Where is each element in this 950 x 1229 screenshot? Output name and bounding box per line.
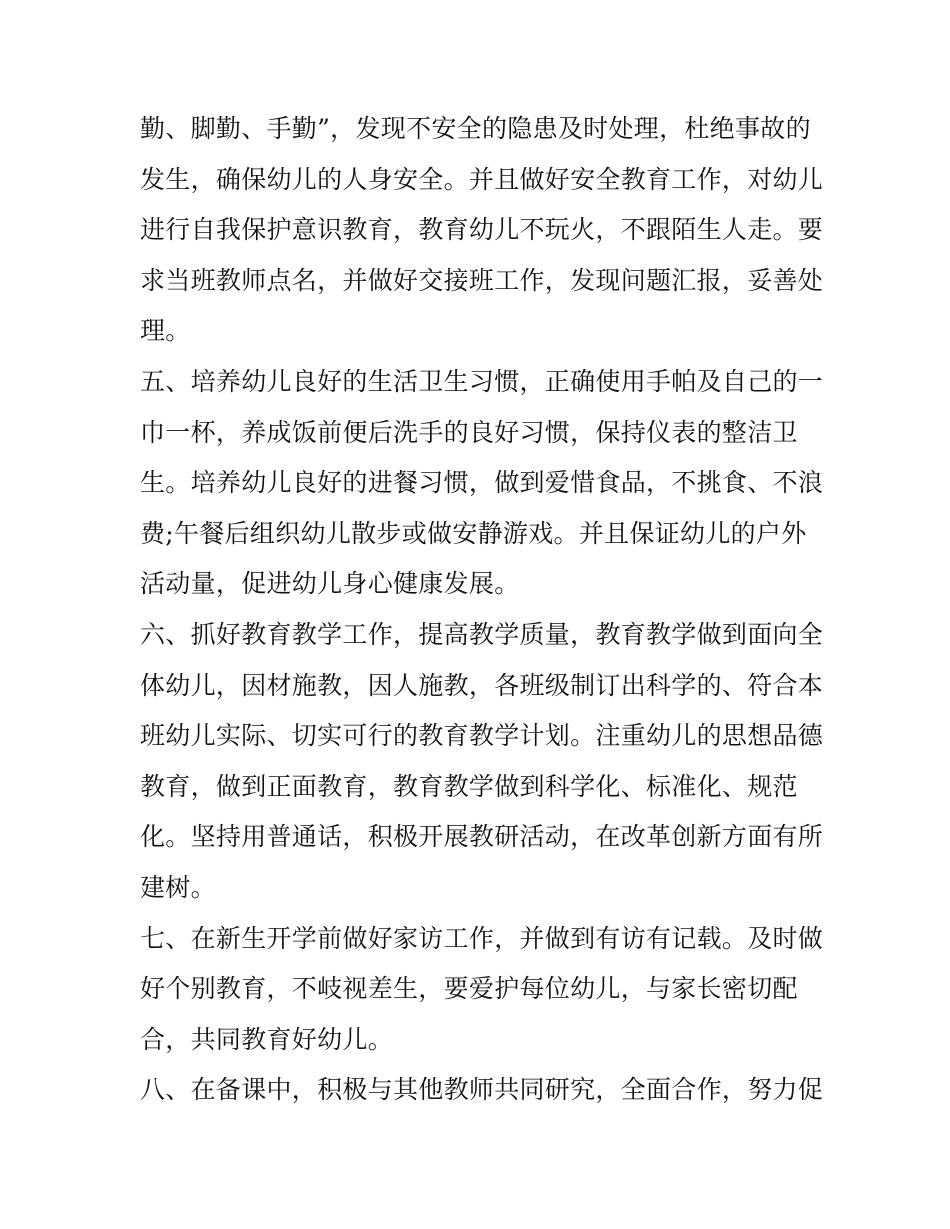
text-line: 理。: [140, 316, 191, 346]
text-line: 巾一杯，养成饭前便后洗手的良好习惯，保持仪表的整洁卫: [140, 417, 798, 447]
text-line: 六、抓好教育教学工作，提高教学质量，教育教学做到面向全: [140, 619, 824, 649]
text-line: 化。坚持用普通话，积极开展教研活动，在改革创新方面有所: [140, 822, 824, 852]
text-line: 发生，确保幼儿的人身安全。并且做好安全教育工作，对幼儿: [140, 164, 824, 194]
text-line: 进行自我保护意识教育，教育幼儿不玩火，不跟陌生人走。要: [140, 215, 824, 245]
text-line: 教育，做到正面教育，教育教学做到科学化、标准化、规范: [140, 771, 798, 801]
text-line: 好个别教育，不岐视差生，要爱护每位幼儿，与家长密切配: [140, 974, 798, 1004]
document-body: [140, 104, 830, 1116]
text-line: 活动量，促进幼儿身心健康发展。: [140, 569, 520, 599]
text-line: 体幼儿，因材施教，因人施教，各班级制订出科学的、符合本: [140, 670, 824, 700]
text-line: 班幼儿实际、切实可行的教育教学计划。注重幼儿的思想品德: [140, 721, 824, 751]
text-line: 五、培养幼儿良好的生活卫生习惯，正确使用手帕及自己的一: [140, 366, 824, 396]
text-line: 勤、脚勤、手勤”，发现不安全的隐患及时处理，杜绝事故的: [140, 114, 811, 143]
text-line: 求当班教师点名，并做好交接班工作，发现问题汇报，妥善处: [140, 265, 824, 295]
text-line: 合，共同教育好幼儿。: [140, 1024, 394, 1054]
text-line: 八、在备课中，积极与其他教师共同研究，全面合作，努力促: [140, 1075, 824, 1105]
text-line: 费;午餐后组织幼儿散步或做安静游戏。并且保证幼儿的户外: [140, 518, 807, 548]
text-line: 七、在新生开学前做好家访工作，并做到有访有记载。及时做: [140, 923, 824, 953]
text-line: 建树。: [140, 872, 216, 902]
text-line: 生。培养幼儿良好的进餐习惯，做到爱惜食品，不挑食、不浪: [140, 468, 824, 498]
